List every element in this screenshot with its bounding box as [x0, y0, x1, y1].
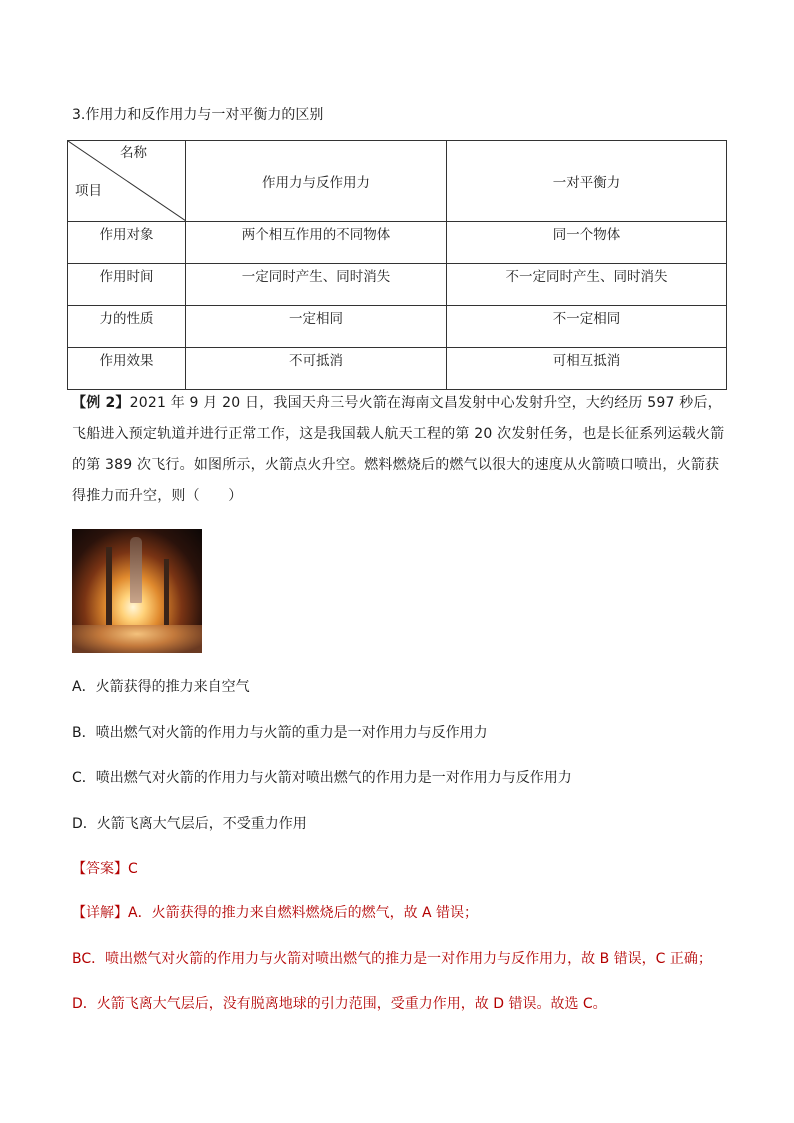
- section-title: 3.作用力和反作用力与一对平衡力的区别: [72, 107, 324, 123]
- option-a: A．火箭获得的推力来自空气: [72, 679, 250, 695]
- row-balanced-value: 可相互抵消: [552, 353, 621, 369]
- example-question: [72, 388, 732, 512]
- option-c: C．喷出燃气对火箭的作用力与火箭对喷出燃气的作用力是一对作用力与反作用力: [72, 770, 572, 786]
- column-header-balanced-forces: 一对平衡力: [447, 141, 727, 222]
- row-action-reaction-value: 一定相同: [289, 311, 343, 327]
- example-tag: 【例 2】: [72, 395, 130, 411]
- exhaust-smoke: [72, 625, 202, 653]
- row-label: 作用对象: [99, 227, 154, 243]
- answer: [72, 858, 138, 878]
- table-row: [68, 264, 727, 306]
- table-row: [68, 306, 727, 348]
- answer-label: 【答案】: [72, 861, 128, 877]
- row-balanced-value: 同一个物体: [552, 227, 621, 243]
- table-header-row: [68, 141, 727, 222]
- header-item-label: 项目: [75, 183, 102, 199]
- header-name-label: 名称: [120, 145, 147, 161]
- detail-line-d: D．火箭飞离大气层后，没有脱离地球的引力范围，受重力作用，故 D 错误。故选 C。: [72, 996, 607, 1012]
- row-balanced-value: 不一定同时产生、同时消失: [505, 269, 668, 285]
- option-b: B．喷出燃气对火箭的作用力与火箭的重力是一对作用力与反作用力: [72, 725, 488, 741]
- example-text: 2021 年 9 月 20 日，我国天舟三号火箭在海南文昌发射中心发射升空，大约经历 597 秒后，飞船进入预定轨道并进行正常工作，这是我国载人航天工程的第 20 次发射任务，也是长征系列运载火箭的第 389 次飞行。如图所示，火箭点火升空。燃料燃烧后的燃气以很大的速度从火箭喷口喷出，火箭获得推力而升空，则（ ）: [72, 395, 725, 504]
- column-header-action-reaction: 作用力与反作用力: [186, 141, 447, 222]
- row-balanced-value: 不一定相同: [552, 311, 621, 327]
- row-action-reaction-value: 两个相互作用的不同物体: [241, 227, 391, 243]
- option-d: D．火箭飞离大气层后，不受重力作用: [72, 816, 307, 832]
- rocket-icon: [130, 537, 142, 603]
- diagonal-header-cell: [68, 141, 186, 222]
- detail-text: A．火箭获得的推力来自燃料燃烧后的燃气，故 A 错误；: [128, 905, 479, 921]
- row-label: 作用时间: [99, 269, 154, 285]
- row-label: 力的性质: [99, 311, 154, 327]
- row-action-reaction-value: 一定同时产生、同时消失: [241, 269, 391, 285]
- table-row: [68, 222, 727, 264]
- rocket-launch-photo: [72, 529, 202, 653]
- table-row: [68, 348, 727, 390]
- answer-value: C: [128, 861, 138, 877]
- row-action-reaction-value: 不可抵消: [289, 353, 343, 369]
- detail-line-bc: BC．喷出燃气对火箭的作用力与火箭对喷出燃气的推力是一对作用力与反作用力，故 B 错误，C 正确；: [72, 951, 712, 967]
- comparison-table: [67, 140, 727, 390]
- detail-line-a: [72, 902, 478, 922]
- row-label: 作用效果: [99, 353, 154, 369]
- launch-tower: [106, 547, 112, 637]
- detail-label: 【详解】: [72, 905, 128, 921]
